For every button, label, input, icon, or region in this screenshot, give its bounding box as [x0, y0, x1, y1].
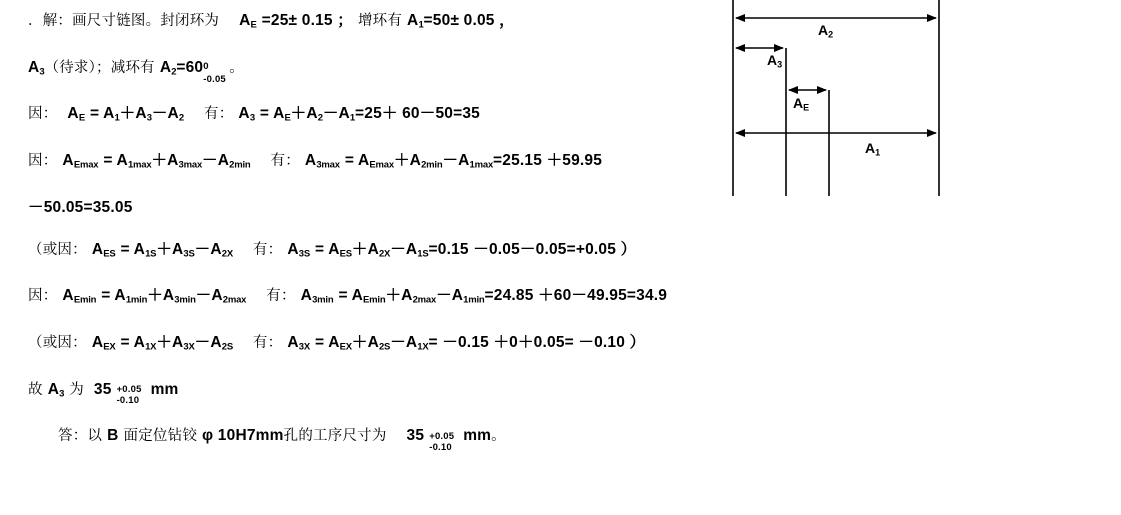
- solution-text-column: [28, 0, 728, 457]
- conclusion-unit: mm: [150, 380, 179, 398]
- conclusion-tolerance: +0.05 -0.10: [116, 384, 142, 407]
- eq6-term4: $-A_{1S}$: [390, 240, 429, 260]
- text-line-3: [28, 93, 728, 140]
- line1-lead: ．解：画尺寸链图。封闭环为: [28, 13, 220, 29]
- diagram-svg: [730, 0, 970, 200]
- eq9-term3: $+A_{3X}$: [156, 333, 195, 353]
- alt-because-label-1: （或因：: [28, 241, 87, 258]
- symbol-a3: $A_3$: [28, 58, 45, 78]
- text-line-7: [28, 275, 728, 322]
- eq3-term2: = $A_{1max}$: [103, 151, 152, 171]
- eq2-term3: $+A_2$: [290, 105, 323, 124]
- answer-value: 35: [406, 427, 425, 445]
- eq1-term2: = $A_1$: [89, 105, 120, 124]
- eq8-term2: = $A_{Emin}$: [338, 287, 386, 306]
- text-line-2: [28, 47, 728, 94]
- dimension-label-ae: $A_E$: [793, 95, 809, 113]
- eq4-term2: = $A_{Emax}$: [344, 151, 394, 171]
- eq2-term1: $A_3$: [238, 105, 255, 124]
- eq5-term1: $A_{ES}$: [91, 240, 116, 260]
- symbol-ae: $A_E$: [239, 12, 257, 31]
- eq10-term2: = $A_{EX}$: [315, 333, 352, 353]
- eq1-term1: $A_E$: [67, 105, 85, 124]
- eq8-term1: $A_{3min}$: [300, 287, 334, 306]
- eq9-term4: $-A_{2S}$: [194, 333, 233, 353]
- value-ae: =25± 0.15 ；: [261, 12, 353, 29]
- text-line-6: [28, 229, 728, 276]
- eq8-term4: $-A_{1min}$: [436, 287, 485, 306]
- eq10-result: = －0.15 ＋0＋0.05= －0.10 ）: [428, 333, 646, 351]
- eq6-term2: = $A_{ES}$: [315, 240, 352, 260]
- answer-datum-b: B: [107, 427, 119, 445]
- eq7-term1: $A_{Emin}$: [62, 287, 97, 306]
- answer-mid-2: 孔的工序尺寸为: [283, 428, 387, 445]
- conclusion-value: 35: [93, 380, 112, 398]
- text-line-4: [28, 140, 728, 187]
- answer-unit: mm: [463, 427, 492, 445]
- eq10-term1: $A_{3X}$: [287, 333, 311, 353]
- eq5-term3: $+A_{3S}$: [156, 240, 195, 260]
- eq10-term3: $+A_{2S}$: [351, 333, 391, 353]
- line1-mid: 增环有: [357, 13, 403, 29]
- text-line-5: [28, 187, 728, 229]
- eq1-term3: $+A_3$: [119, 105, 152, 124]
- line2-end: 。: [229, 59, 244, 76]
- therefore-label-5: 有：: [252, 334, 283, 351]
- eq3-term1: $A_{Emax}$: [62, 151, 99, 171]
- because-label-2: 因：: [28, 152, 58, 169]
- therefore-label-1: 有：: [204, 106, 234, 123]
- symbol-a2: $A_2$: [159, 58, 177, 78]
- dimension-chain-diagram: [730, 0, 970, 200]
- eq2-term2: = $A_E$: [259, 105, 291, 124]
- eq6-term1: $A_{3S}$: [287, 240, 311, 260]
- eq4-result: =25.15 ＋59.95: [493, 151, 603, 169]
- value-a2: =60: [176, 58, 204, 76]
- eq2-result: =25＋ 60－50=35: [355, 105, 480, 123]
- therefore-label-3: 有：: [252, 241, 283, 258]
- because-label-3: 因：: [28, 288, 58, 305]
- eq4-term4: $-A_{1max}$: [442, 151, 494, 171]
- eq8-term3: $+A_{2max}$: [385, 287, 437, 306]
- text-line-9: [28, 369, 728, 416]
- answer-hole-spec: φ 10H7mm: [202, 427, 284, 445]
- eq5-term2: = $A_{1S}$: [120, 240, 157, 260]
- eq3-term4: $-A_{2min}$: [202, 151, 251, 171]
- eq4-continuation: －50.05=35.05: [28, 198, 133, 216]
- answer-tolerance: +0.05 -0.10: [429, 430, 455, 453]
- eq6-term3: $+A_{2X}$: [351, 240, 391, 260]
- eq2-term4: $-A_1$: [322, 105, 355, 124]
- eq10-term4: $-A_{1X}$: [390, 333, 429, 353]
- answer-label: 答：以: [58, 428, 103, 445]
- eq1-term4: $-A_2$: [151, 105, 184, 124]
- eq4-term1: $A_{3max}$: [304, 151, 340, 171]
- answer-mid-1: 面定位钻铰: [123, 428, 198, 445]
- symbol-a1: $A_1$: [407, 12, 424, 31]
- eq7-term4: $-A_{2max}$: [195, 287, 247, 306]
- dimension-label-a3: $A_3$: [767, 52, 782, 70]
- line2-mid: （待求）；减环有: [44, 59, 155, 76]
- therefore-label-2: 有：: [270, 152, 300, 169]
- eq9-term2: = $A_{1X}$: [120, 333, 157, 353]
- dimension-label-a1: $A_1$: [865, 140, 880, 158]
- eq3-term3: $+A_{3max}$: [151, 151, 203, 171]
- alt-because-label-2: （或因：: [28, 334, 87, 351]
- answer-end: 。: [491, 428, 506, 445]
- conclusion-label: 故: [28, 381, 43, 398]
- text-line-8: [28, 322, 728, 369]
- conclusion-symbol-a3: $A_3$: [47, 380, 65, 400]
- tolerance-a2: 0 -0.05: [203, 61, 226, 86]
- eq5-term4: $-A_{2X}$: [194, 240, 233, 260]
- eq7-term2: = $A_{1min}$: [101, 287, 148, 306]
- because-label-1: 因：: [28, 106, 58, 123]
- conclusion-is: 为: [69, 381, 84, 398]
- eq9-term1: $A_{EX}$: [91, 333, 116, 353]
- therefore-label-4: 有：: [266, 288, 296, 305]
- eq7-term3: $+A_{3min}$: [147, 287, 196, 306]
- eq8-result: =24.85 ＋60－49.95=34.9: [484, 287, 668, 305]
- eq6-result: =0.15 －0.05－0.05=+0.05 ）: [428, 240, 637, 258]
- dimension-label-a2: $A_2$: [818, 22, 833, 40]
- text-line-1: [28, 0, 728, 47]
- value-a1: =50± 0.05 ，: [423, 12, 515, 29]
- eq4-term3: $+A_{2min}$: [393, 151, 443, 171]
